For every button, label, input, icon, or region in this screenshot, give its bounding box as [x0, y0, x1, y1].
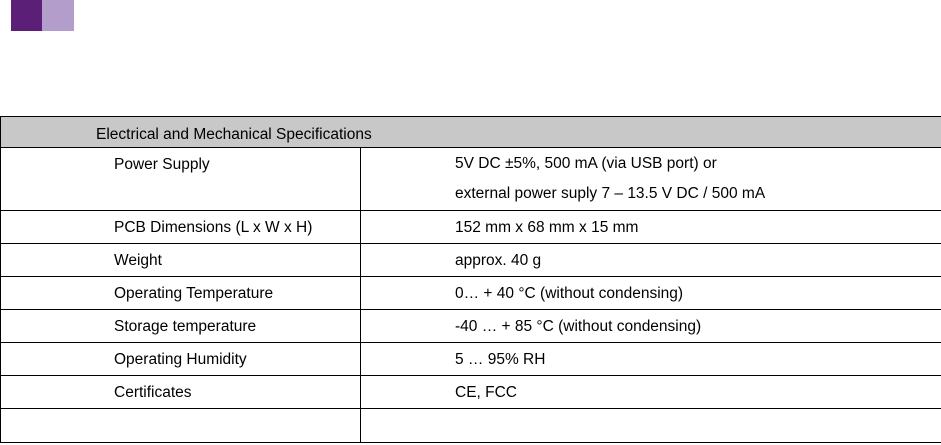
empty-cell — [1, 409, 361, 443]
table-header-row — [1, 117, 941, 148]
spec-label: Weight — [1, 244, 361, 277]
spec-value: 152 mm x 68 mm x 15 mm — [361, 211, 941, 244]
spec-value-line: 5V DC ±5%, 500 mA (via USB port) or — [455, 155, 717, 172]
table-row — [1, 277, 941, 310]
logo-dark-square — [11, 0, 42, 31]
brand-logo — [11, 0, 74, 31]
spec-label: Storage temperature — [1, 310, 361, 343]
spec-value — [361, 148, 941, 211]
spec-value: 5 … 95% RH — [361, 343, 941, 376]
spec-value: 0… + 40 °C (without condensing) — [361, 277, 941, 310]
empty-cell — [361, 409, 941, 443]
spec-label: Operating Temperature — [1, 277, 361, 310]
spec-table — [0, 116, 941, 443]
table-row — [1, 148, 941, 211]
spec-value: CE, FCC — [361, 376, 941, 409]
table-row — [1, 343, 941, 376]
table-row — [1, 310, 941, 343]
spec-value: approx. 40 g — [361, 244, 941, 277]
spec-label: PCB Dimensions (L x W x H) — [1, 211, 361, 244]
spec-label: Power Supply — [1, 148, 361, 211]
table-header: Electrical and Mechanical Specifications — [1, 117, 941, 148]
table-row — [1, 211, 941, 244]
table-row — [1, 244, 941, 277]
table-row — [1, 376, 941, 409]
logo-light-square — [42, 0, 74, 31]
spec-label: Certificates — [1, 376, 361, 409]
spec-value-line: external power suply 7 – 13.5 V DC / 500 mA — [455, 185, 766, 202]
spec-label: Operating Humidity — [1, 343, 361, 376]
spec-value: -40 … + 85 °C (without condensing) — [361, 310, 941, 343]
table-row-empty — [1, 409, 941, 443]
